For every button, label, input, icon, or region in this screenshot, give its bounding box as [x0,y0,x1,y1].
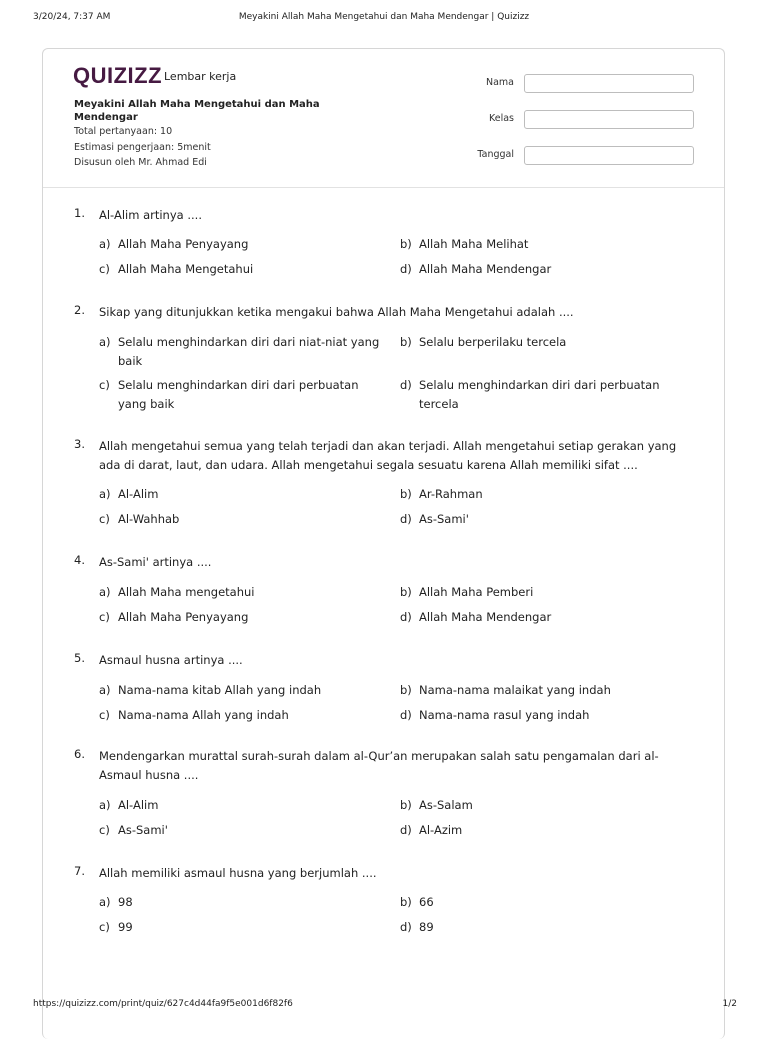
question-text: Al-Alim artinya .... [99,208,202,222]
total-questions: Total pertanyaan: 10 [74,126,173,137]
question-number: 2. [74,303,85,317]
name-field[interactable] [524,74,694,93]
question-text: As-Sami' artinya .... [99,555,212,569]
question-text: Allah mengetahui semua yang telah terjadi dan akan terjadi. Allah mengetahui setiap gerakan yang ada di darat, laut, dan udara. Allah mengetahui segala sesuatu karena Allah memiliki sifat .... [99,439,677,472]
quizizz-logo: QUIZIZZ [73,63,163,88]
question-text: Allah memiliki asmaul husna yang berjumlah .... [99,866,377,880]
question-number: 4. [74,553,85,567]
print-url: https://quizizz.com/print/quiz/627c4d44fa9f5e001d6f82f6 [33,999,293,1009]
worksheet-header [43,49,724,188]
print-page-title: Meyakini Allah Maha Mengetahui dan Maha Mendengar | Quizizz [238,12,530,22]
quiz-title: Meyakini Allah Maha Mengetahui dan Maha Mendengar [74,99,320,123]
question-number: 6. [74,747,85,761]
question-number: 1. [74,206,85,220]
question-number: 7. [74,864,85,878]
question-number: 5. [74,651,85,665]
question-text: Mendengarkan murattal surah-surah dalam al-Qur’an merupakan salah satu pengamalan dari al-Asmaul husna .... [99,749,659,782]
date-field[interactable] [524,146,694,165]
question-text: Asmaul husna artinya .... [99,653,243,667]
estimated-time: Estimasi pengerjaan: 5menit [74,142,211,153]
author: Disusun oleh Mr. Ahmad Edi [74,157,207,168]
class-label: Kelas [488,113,514,124]
print-datetime: 3/20/24, 7:37 AM [33,12,111,22]
name-label: Nama [485,77,514,88]
sheet-type: Lembar kerja [164,70,237,83]
question-number: 3. [74,437,85,451]
question-text: Sikap yang ditunjukkan ketika mengakui bahwa Allah Maha Mengetahui adalah .... [99,305,574,319]
print-footer [0,999,768,1013]
print-header [0,12,768,26]
class-field[interactable] [524,110,694,129]
page-number: 1/2 [722,999,737,1009]
date-label: Tanggal [477,149,514,160]
worksheet: QUIZIZZ Lembar kerja Meyakini Allah Maha Mengetahui dan Maha Mendengar Total pertanyaan: 10 Estimasi pengerjaan: 5menit Disusun oleh Mr. Ahmad Edi Nama Kelas Tanggal 1. Al-Alim artinya .... a) Allah Maha Penyayang b) Allah Maha Melihat c) Allah Maha Mengetahui d) Allah Maha Mendengar 2. Sikap yang ditunjukkan ketika mengakui bahwa Allah Maha Mengetahui adalah .... a) Selalu menghindarkan diri dari niat-niat yang baik b) Selalu berperilaku tercela c) Selalu menghindarkan diri dari perbuatan yang baik d) Selalu menghindarkan diri dari perbuatan tercela 3. Allah mengetahui semua yang telah terjadi dan akan terjadi. Allah mengetahui setiap gerakan yang ada di darat, laut, dan udara. Allah mengetahui segala sesuatu karena Allah memiliki sifat .... a) Al-Alim b) Ar-Rahman c) Al-Wahhab d) As-Sami' 4. As-Sami' artinya .... a) Allah Maha mengetahui b) Allah Maha Pemberi c) Allah Maha Penyayang d) Allah Maha Mendengar 5. Asmaul husna artinya .... a) Nama-nama kitab Allah yang indah b) Nama-nama malaikat yang indah c) Nama-nama Allah yang indah d) Nama-nama rasul yang indah 6. Mendengarkan murattal surah-surah dalam al-Qur’an merupakan salah satu pengamalan dari al-Asmaul husna .... a) Al-Alim b) As-Salam c) As-Sami' d) Al-Azim 7. Allah memiliki asmaul husna yang berjumlah .... a) 98 b) 66 c) 99 d) 89 [42,48,725,1039]
